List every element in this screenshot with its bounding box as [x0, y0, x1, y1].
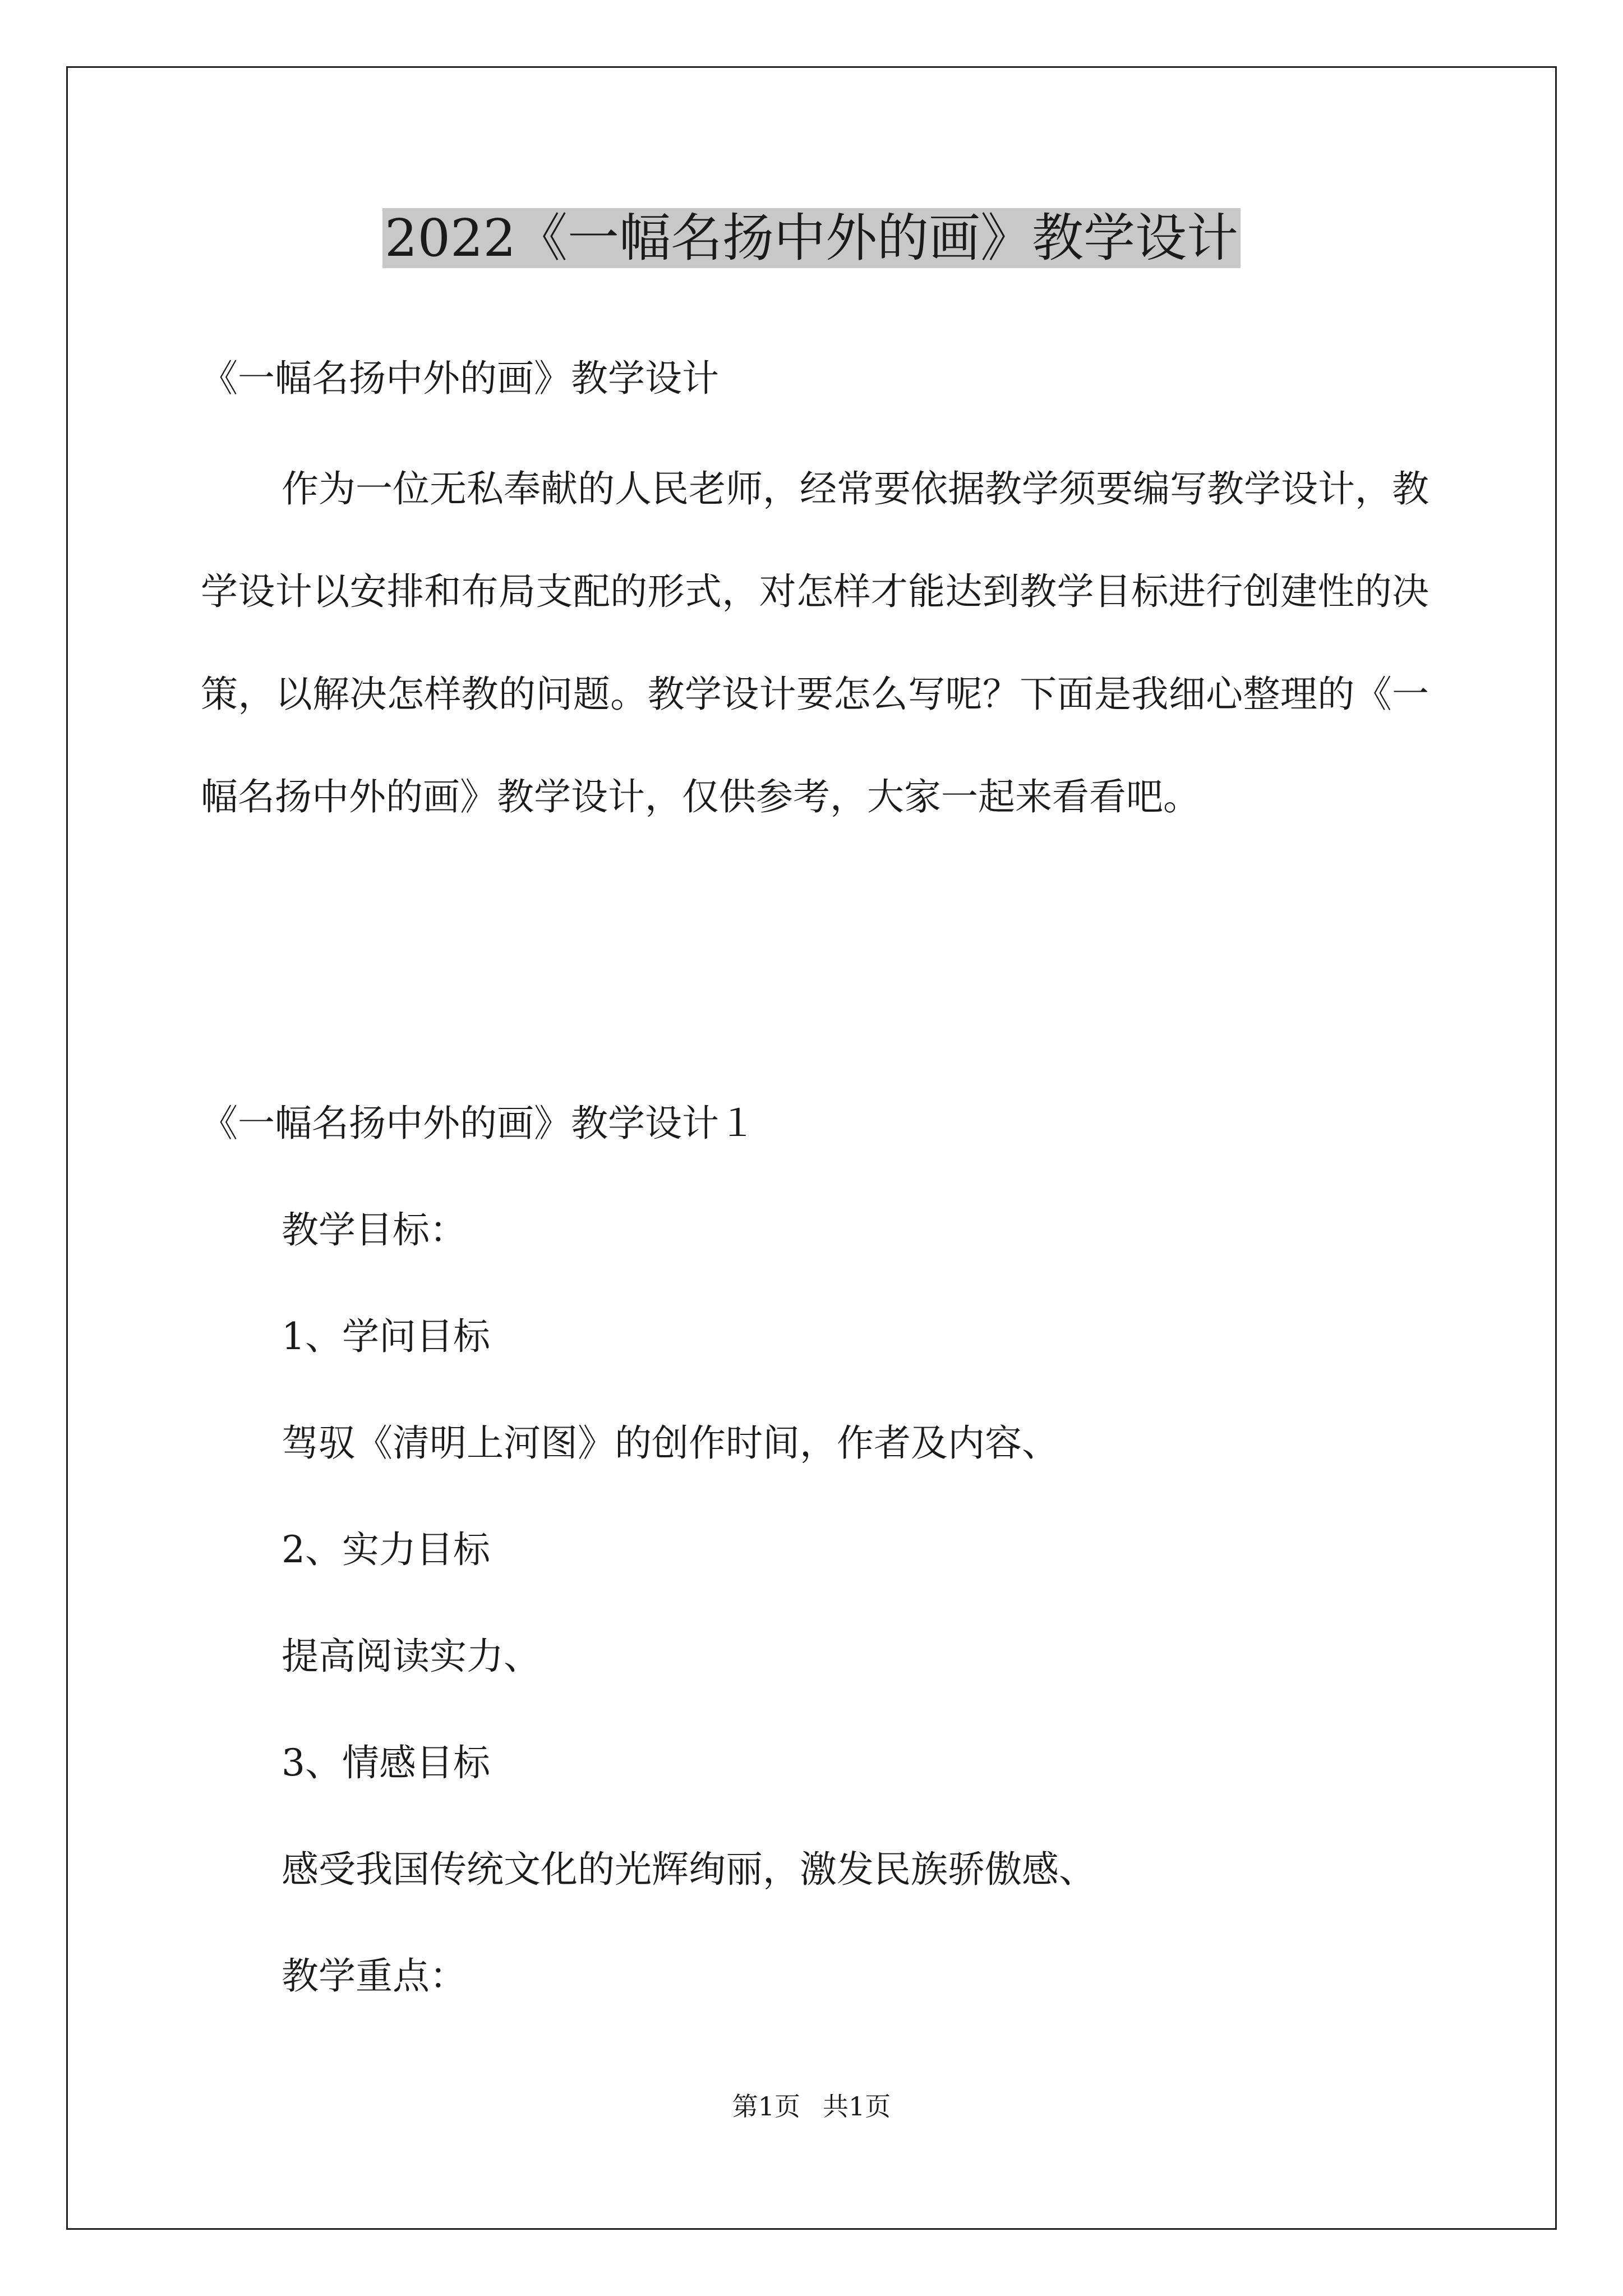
- list-item: 2、实力目标: [282, 1528, 490, 1571]
- list-item: 教学重点：: [282, 1954, 467, 1998]
- intro-paragraph: 作为一位无私奉献的人民老师，经常要依据教学须要编写教学设计，教学设计以安排和布局支配的形式，对怎样才能达到教学目标进行创建性的决策，以解决怎样教的问题。教学设计要怎么写呢？下面是我细心整理的《一幅名扬中外的画》教学设计，仅供参考，大家一起来看看吧。: [201, 467, 1429, 818]
- list-item: 提高阅读实力、: [282, 1635, 541, 1678]
- page-footer: [0, 2090, 1623, 2123]
- document-subtitle: 《一幅名扬中外的画》教学设计: [201, 357, 719, 400]
- document-title-text: 2022《一幅名扬中外的画》教学设计: [382, 208, 1241, 268]
- document-title: [0, 199, 1623, 278]
- page-number: 第1页: [732, 2091, 800, 2122]
- list-item: 感受我国传统文化的光辉绚丽，激发民族骄傲感、: [282, 1848, 1096, 1891]
- list-item: 3、情感目标: [282, 1741, 490, 1784]
- list-item: 教学目标：: [282, 1208, 467, 1251]
- list-item: 1、学问目标: [282, 1315, 490, 1358]
- page-total: 共1页: [823, 2091, 891, 2122]
- list-item: 驾驭《清明上河图》的创作时间，作者及内容、: [282, 1421, 1059, 1465]
- section-heading: 《一幅名扬中外的画》教学设计１: [201, 1102, 756, 1145]
